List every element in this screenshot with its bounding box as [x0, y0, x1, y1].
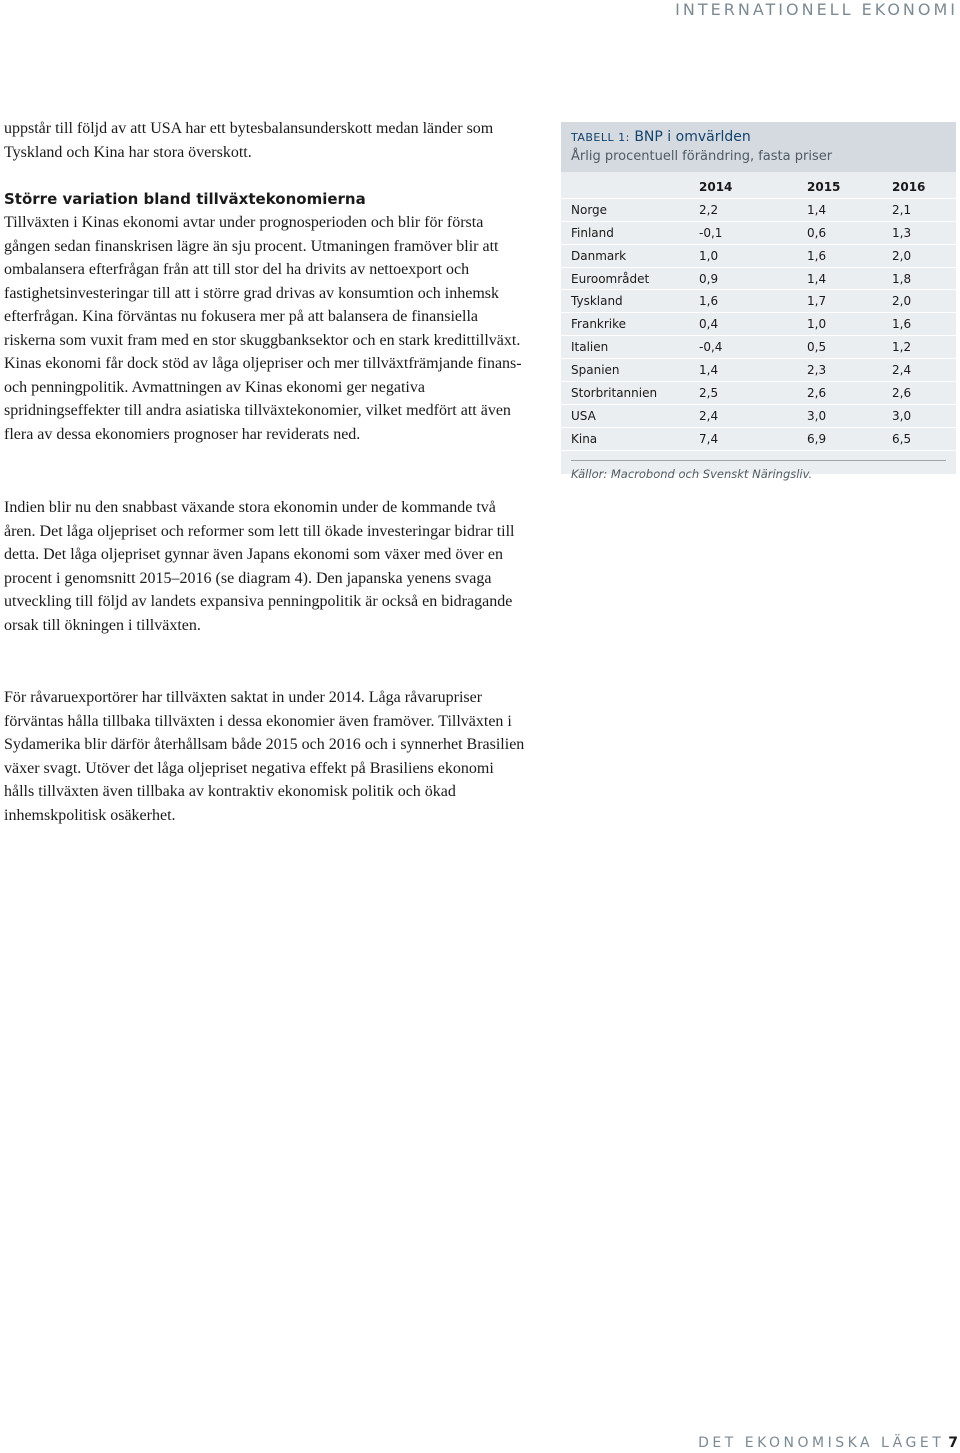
table-row [561, 336, 956, 359]
table-cell-value: 7,4 [699, 427, 807, 450]
table-header-year: 2016 [892, 176, 956, 198]
gdp-table [561, 176, 956, 451]
table-title-text: BNP i omvärlden [634, 129, 751, 145]
table-cell-value: 1,4 [807, 198, 892, 221]
table-cell-value: 2,4 [892, 359, 956, 382]
table-cell-country: Danmark [561, 244, 699, 267]
table-cell-value: 2,1 [892, 198, 956, 221]
page-number: 7 [948, 1435, 958, 1451]
table-source: Källor: Macrobond och Svenskt Näringsliv. [571, 460, 946, 481]
table-cell-country: USA [561, 404, 699, 427]
table-row [561, 244, 956, 267]
table-cell-country: Tyskland [561, 290, 699, 313]
table-cell-value: 1,0 [699, 244, 807, 267]
table-row [561, 267, 956, 290]
footer-label: DET EKONOMISKA LÄGET [698, 1435, 945, 1451]
table-cell-value: 2,0 [892, 290, 956, 313]
table-cell-value: 0,9 [699, 267, 807, 290]
table-row [561, 198, 956, 221]
body-paragraph-india-block [4, 496, 526, 637]
table-cell-country: Spanien [561, 359, 699, 382]
table-cell-value: 1,3 [892, 221, 956, 244]
table-cell-country: Kina [561, 427, 699, 450]
table-cell-country: Euroområdet [561, 267, 699, 290]
intro-paragraph: uppstår till följd av att USA har ett bytesbalansunderskott medan länder som Tyskland och Kina har stora överskott. [4, 120, 494, 161]
body-paragraph-china: Tillväxten i Kinas ekonomi avtar under prognosperioden och blir för första gången sedan finanskrisen lägre än sju procent. Utmaningen framöver blir att ombalansera efterfrågan från att till stor del ha drivits av nettoexport och fastighetsinvesteringar till att i större grad drivas av konsumtion och inhemsk efterfrågan. Kina förväntas nu fokusera mer på att balansera de finansiella riskerna som vuxit fram med en stor skuggbanksektor och en stark kredittillväxt. Kinas ekonomi får dock stöd av låga oljepriser och mer tillväxtfrämjande finans- och penningpolitik. Avmattningen av Kinas ekonomi ger negativa spridningseffekter till andra asiatiska tillväxtekonomier, vilket medfört att även flera av dessa ekonomiers prognoser har reviderats ned. [4, 214, 522, 443]
page-footer [698, 1435, 958, 1451]
running-head: INTERNATIONELL EKONOMI [675, 0, 958, 19]
table-cell-value: 6,5 [892, 427, 956, 450]
table-row [561, 382, 956, 405]
gdp-table-box [561, 122, 956, 481]
table-subtitle: Årlig procentuell förändring, fasta priser [571, 149, 833, 164]
table-cell-value: 0,4 [699, 313, 807, 336]
table-label: TABELL 1: [571, 131, 630, 144]
table-cell-value: 2,4 [699, 404, 807, 427]
table-cell-value: 2,2 [699, 198, 807, 221]
table-header-year: 2014 [699, 176, 807, 198]
table-cell-value: 2,3 [807, 359, 892, 382]
table-cell-value: 2,6 [807, 382, 892, 405]
table-header-row [561, 176, 956, 198]
table-cell-value: -0,1 [699, 221, 807, 244]
table-row [561, 359, 956, 382]
table-title [571, 128, 946, 147]
table-cell-country: Norge [561, 198, 699, 221]
body-paragraph-commodities: För råvaruexportörer har tillväxten saktat in under 2014. Låga råvarupriser förväntas hålla tillbaka tillväxten i dessa ekonomier även framöver. Tillväxten i Sydamerika blir därför återhållsam både 2015 och 2016 och i synnerhet Brasilien växer svagt. Utöver det låga oljepriset negativa effekt på Brasiliens ekonomi hålls tillväxten även tillbaka av kontraktiv ekonomisk politik och ökad inhemskpolitisk osäkerhet. [4, 689, 525, 824]
table-row [561, 290, 956, 313]
table-cell-value: 2,0 [892, 244, 956, 267]
table-cell-country: Storbritannien [561, 382, 699, 405]
table-cell-value: 1,4 [699, 359, 807, 382]
table-cell-value: 1,6 [807, 244, 892, 267]
table-row [561, 404, 956, 427]
table-row [561, 313, 956, 336]
table-cell-country: Frankrike [561, 313, 699, 336]
body-paragraph-commodities-block [4, 686, 526, 827]
table-cell-country: Finland [561, 221, 699, 244]
body-paragraph-india: Indien blir nu den snabbast växande stora ekonomin under de kommande två åren. Det låga oljepriset och reformer som lett till ökade investeringar bidrar till detta. Det låga oljepriset gynnar även Japans ekonomi som växer med över en procent i genomsnitt 2015–2016 (se diagram 4). Den japanska yenens svaga utveckling till följd av landets expansiva penningpolitik är också en bidragande orsak till ökningen i tillväxten. [4, 499, 515, 634]
table-cell-value: 3,0 [892, 404, 956, 427]
table-cell-value: 1,4 [807, 267, 892, 290]
table-cell-value: 2,6 [892, 382, 956, 405]
table-cell-value: 1,7 [807, 290, 892, 313]
table-row [561, 427, 956, 450]
table-row [561, 221, 956, 244]
table-cell-value: 1,2 [892, 336, 956, 359]
table-cell-value: 1,6 [699, 290, 807, 313]
table-header-year: 2015 [807, 176, 892, 198]
table-cell-value: 1,8 [892, 267, 956, 290]
table-cell-value: 3,0 [807, 404, 892, 427]
table-cell-value: 1,0 [807, 313, 892, 336]
section-heading: Större variation bland tillväxtekonomierna [4, 189, 366, 208]
table-cell-value: -0,4 [699, 336, 807, 359]
table-cell-value: 6,9 [807, 427, 892, 450]
table-cell-value: 0,6 [807, 221, 892, 244]
table-cell-value: 0,5 [807, 336, 892, 359]
table-cell-value: 1,6 [892, 313, 956, 336]
table-cell-value: 2,5 [699, 382, 807, 405]
table-header-country [561, 176, 699, 198]
table-cell-country: Italien [561, 336, 699, 359]
text-column [4, 117, 526, 446]
table-header [561, 122, 956, 172]
